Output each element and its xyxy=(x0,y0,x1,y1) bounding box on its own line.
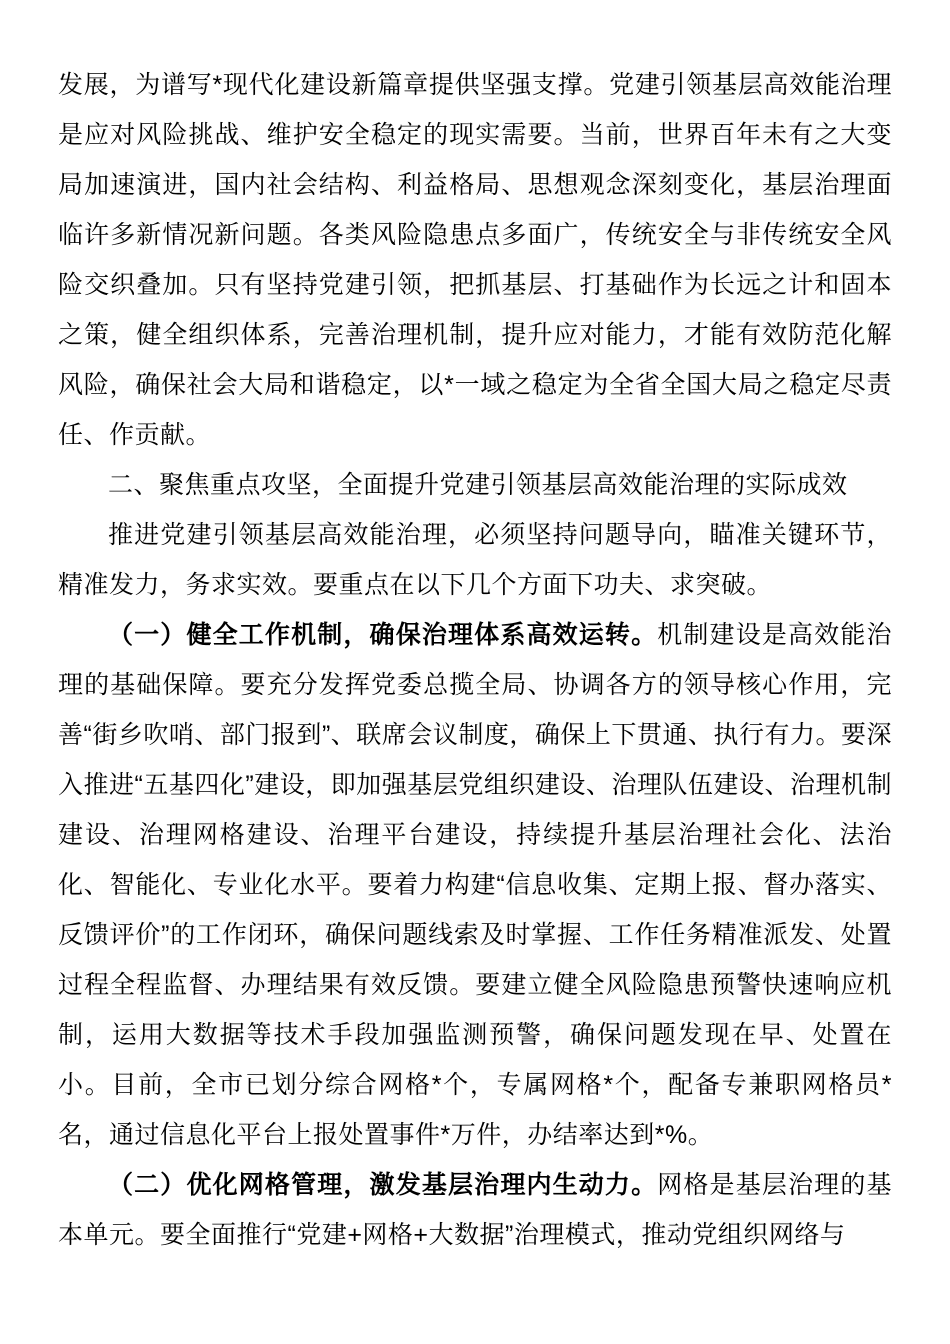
section-heading-two: 二、聚焦重点攻坚，全面提升党建引领基层高效能治理的实际成效 xyxy=(108,471,848,499)
paragraph-intro: 推进党建引领基层高效能治理，必须坚持问题导向，瞄准关键环节，精准发力，务求实效。要重点在以下几个方面下功夫、求突破。 xyxy=(58,521,892,599)
paragraph-continuation: 发展，为谱写*现代化建设新篇章提供坚强支撑。党建引领基层高效能治理是应对风险挑战、维护安全稳定的现实需要。当前，世界百年未有之大变局加速演进，国内社会结构、利益格局、思想观念深刻变化，基层治理面临许多新情况新问题。各类风险隐患点多面广，传统安全与非传统安全风险交织叠加。只有坚持党建引领，把抓基层、打基础作为长远之计和固本之策，健全组织体系，完善治理机制，提升应对能力，才能有效防范化解风险，确保社会大局和谐稳定，以*一域之稳定为全省全国大局之稳定尽责任、作贡献。 xyxy=(58,71,892,449)
subsection-one-bold-lead: （一）健全工作机制，确保治理体系高效运转。 xyxy=(108,621,658,649)
subsection-one-body-text: 机制建设是高效能治理的基础保障。要充分发挥党委总揽全局、协调各方的领导核心作用，完善“街乡吹哨、部门报到”、联席会议制度，确保上下贯通、执行有力。要深入推进“五基四化”建设，即加强基层党组织建设、治理队伍建设、治理机制建设、治理网格建设、治理平台建设，持续提升基层治理社会化、法治化、智能化、专业化水平。要着力构建“信息收集、定期上报、督办落实、反馈评价”的工作闭环，确保问题线索及时掌握、工作任务精准派发、处置过程全程监督、办理结果有效反馈。要建立健全风险隐患预警快速响应机制，运用大数据等技术手段加强监测预警，确保问题发现在早、处置在小。目前，全市已划分综合网格*个，专属网格*个，配备专兼职网格员*名，通过信息化平台上报处置事件*万件，办结率达到*%。 xyxy=(58,621,892,1149)
paragraph-subsection-one xyxy=(58,610,892,1160)
paragraph-subsection-two xyxy=(58,1160,892,1260)
subsection-two-body-text: 网格是基层治理的基本单元。要全面推行“党建+网格+大数据”治理模式，推动党组织网络与 xyxy=(58,1171,892,1249)
subsection-two-bold-lead: （二）优化网格管理，激发基层治理内生动力。 xyxy=(108,1171,658,1199)
